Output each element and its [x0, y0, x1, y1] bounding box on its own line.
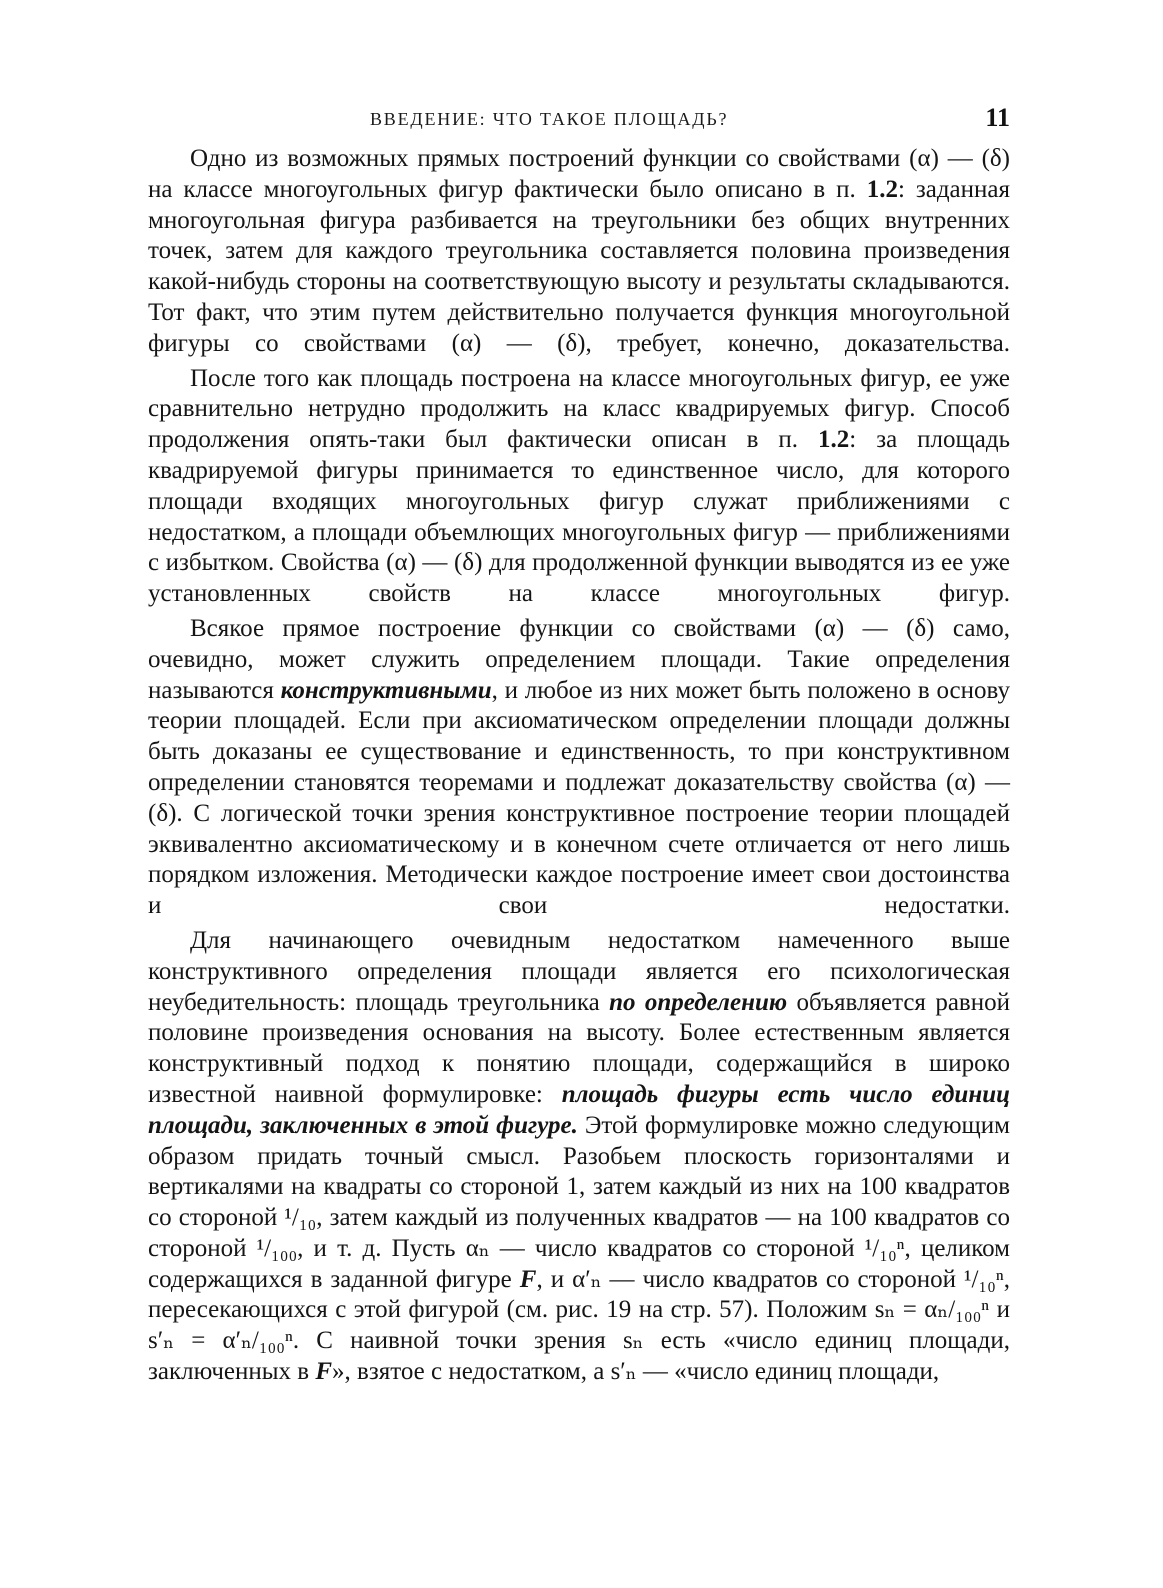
text-run: », взятое с недостатком, а s′ₙ — «число единиц площади,: [332, 1358, 940, 1386]
section-ref: 1.2: [818, 426, 850, 454]
paragraph-4: [148, 926, 1010, 1388]
page-number: 11: [985, 103, 1010, 132]
text-run: Одно из возможных прямых построений функции со свойствами (α) — (δ) на классе многоугольных фигур фактически было описано в п.: [148, 145, 1010, 203]
emphasis-term: конструктивными: [280, 676, 492, 704]
text-run: Этой формулировке можно следующим образом придать точный смысл. Разобьем плоскость горизонталями и вертикалями на квадраты со стороной 1, затем каждый из них на 100 квадратов со стороной ¹/₁₀, затем каждый из полученных квадратов — на 100 квадратов со стороной ¹/₁₀₀, и т. д. Пусть αₙ — число квадратов со стороной ¹/₁₀ⁿ, целиком содержащихся в заданной фигуре: [148, 1111, 1010, 1293]
variable-f: F: [315, 1358, 333, 1386]
text-run: После того как площадь построена на классе многоугольных фигур, ее уже сравнительно нетрудно продолжить на класс квадрируемых фигур. Способ продолжения опять-таки был фактически описан в п.: [148, 364, 1010, 454]
section-ref: 1.2: [866, 175, 898, 203]
running-head: [148, 103, 1010, 137]
emphasis-phrase: по определению: [609, 988, 788, 1016]
paragraph-1: [148, 144, 1010, 360]
text-run: : за площадь квадрируемой фигуры принимается то единственное число, для которого площади входящих многоугольных фигур служат приближениями с недостатком, а площади объемлющих многоугольных фигур — приближениями с избытком. Свойства (α) — (δ) для продолженной функции выводятся из ее уже установленных свойств на классе многоугольных фигур.: [148, 426, 1011, 608]
text-run: , и α′ₙ — число квадратов со стороной ¹/₁₀ⁿ, пересекающихся с этой фигурой (см. рис. 19 на стр. 57). Положим sₙ = αₙ/₁₀₀ⁿ и s′ₙ = α′ₙ/₁₀₀ⁿ. С наивной точки зрения sₙ есть «число единиц площади, заключенных в: [148, 1265, 1010, 1386]
running-title: ВВЕДЕНИЕ: ЧТО ТАКОЕ ПЛОЩАДЬ?: [370, 109, 729, 129]
text-run: Всякое прямое построение функции со свойствами (α) — (δ) само, очевидно, может служить определением площади. Такие определения называются: [148, 614, 1010, 704]
paragraph-3: [148, 614, 1010, 922]
variable-f: F: [519, 1265, 537, 1293]
text-run: объявляется равной половине произведения основания на высоту. Более естественным является конструктивный подход к понятию площади, содержащийся в широко известной наивной формулировке:: [148, 988, 1010, 1108]
paragraph-2: [148, 364, 1010, 610]
emphasis-definition: площадь фигуры есть число единиц площади, заключенных в этой фигуре.: [148, 1080, 1010, 1139]
body-text: [148, 144, 1010, 1388]
text-run: , и любое из них может быть положено в основу теории площадей. Если при аксиоматическом определении площади должны быть доказаны ее существование и единственность, то при конструктивном определении становятся теоремами и подлежат доказательству свойства (α) — (δ). С логической точки зрения конструктивное построение теории площадей эквивалентно аксиоматическому и в конечном счете отличается от него лишь порядком изложения. Методически каждое построение имеет свои достоинства и свои недостатки.: [148, 676, 1010, 920]
text-run: : заданная многоугольная фигура разбивается на треугольники без общих внутренних точек, затем для каждого треугольника составляется половина произведения какой-нибудь стороны на соответствующую высоту и результаты складываются. Тот факт, что этим путем действительно получается функция многоугольной фигуры со свойствами (α) — (δ), требует, конечно, доказательства.: [148, 175, 1010, 357]
text-run: Для начинающего очевидным недостатком намеченного выше конструктивного определения площади является его психологическая неубедительность: площадь треугольника: [148, 926, 1010, 1016]
